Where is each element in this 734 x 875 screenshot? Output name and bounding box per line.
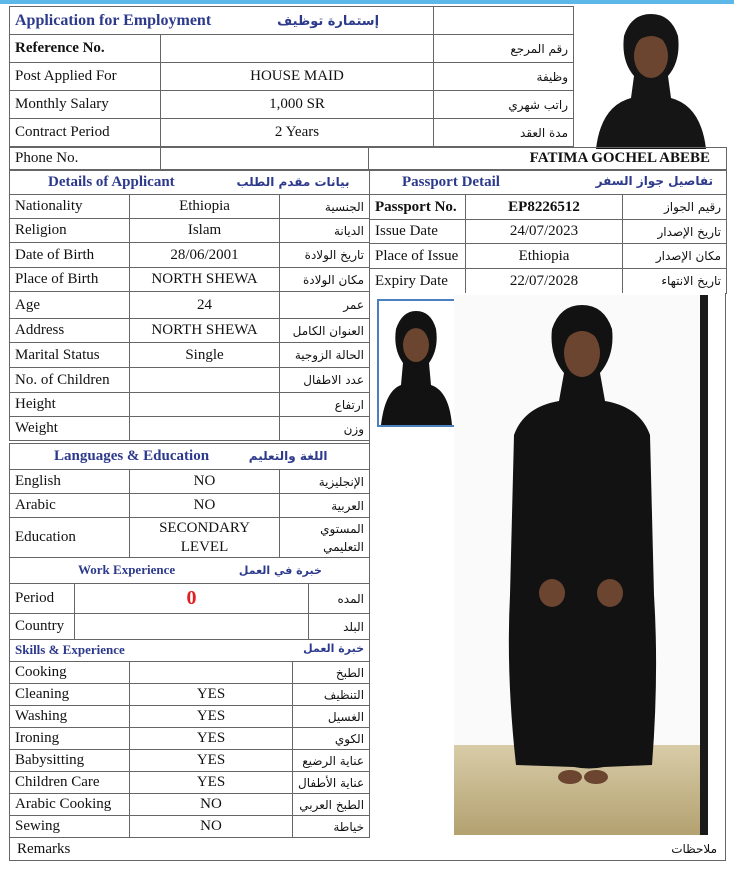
post-label-ar: وظيفة	[434, 63, 574, 91]
skill-label-ar: الطبخ	[293, 662, 370, 684]
applicant-field-label-ar: الديانة	[280, 219, 370, 243]
applicant-field-label: Height	[10, 393, 130, 417]
skill-label-ar: الكوي	[293, 728, 370, 750]
passport-headshot	[377, 299, 456, 427]
education-label: Education	[10, 518, 130, 558]
country-label-ar: البلد	[309, 614, 370, 640]
reference-label-ar: رقم المرجع	[434, 35, 574, 63]
salary-label: Monthly Salary	[10, 91, 161, 119]
full-body-photo	[454, 295, 708, 835]
applicant-field-label: No. of Children	[10, 368, 130, 393]
applicant-field-label-ar: عدد الاطفال	[280, 368, 370, 393]
skill-row	[10, 728, 370, 750]
photo-area	[369, 293, 726, 838]
skill-label: Babysitting	[10, 750, 130, 772]
applicant-field-label: Weight	[10, 417, 130, 441]
skill-label-ar: الطبخ العربي	[293, 794, 370, 816]
passport-row	[370, 269, 727, 294]
skill-label: Ironing	[10, 728, 130, 750]
top-accent-line	[0, 0, 734, 4]
period-label-ar: المده	[309, 584, 370, 614]
skill-row	[10, 772, 370, 794]
languages-table	[9, 443, 370, 558]
passport-row	[370, 244, 727, 269]
applicant-field-value	[130, 368, 280, 393]
reference-label: Reference No.	[10, 35, 161, 63]
skill-value: YES	[130, 684, 293, 706]
form-title-ar: إستمارة توظيف	[277, 13, 380, 29]
arabic-label: Arabic	[10, 494, 130, 518]
applicant-row	[10, 417, 370, 441]
applicant-row	[10, 393, 370, 417]
education-value: SECONDARY LEVEL	[130, 518, 280, 558]
passport-field-label: Place of Issue	[370, 244, 466, 269]
skill-value: NO	[130, 816, 293, 838]
skill-label: Cooking	[10, 662, 130, 684]
passport-row	[370, 195, 727, 220]
applicant-portrait	[576, 6, 726, 149]
applicant-details-table	[9, 170, 370, 441]
reference-value	[161, 35, 434, 63]
skill-label: Cleaning	[10, 684, 130, 706]
passport-field-value: EP8226512	[466, 195, 623, 220]
applicant-field-value	[130, 417, 280, 441]
applicant-field-label: Place of Birth	[10, 268, 130, 292]
skill-value	[130, 662, 293, 684]
applicant-field-label-ar: العنوان الكامل	[280, 319, 370, 343]
applicant-field-value: Single	[130, 343, 280, 368]
applicant-field-value: NORTH SHEWA	[130, 268, 280, 292]
applicant-field-value: Islam	[130, 219, 280, 243]
applicant-field-label: Age	[10, 292, 130, 319]
phone-name-table	[9, 147, 727, 170]
work-section-header: Work Experience خبرة في العمل	[10, 558, 370, 584]
remarks-label: Remarks	[17, 841, 71, 857]
skill-label-ar: عناية الأطفال	[293, 772, 370, 794]
applicant-field-label-ar: مكان الولادة	[280, 268, 370, 292]
applicant-row	[10, 195, 370, 219]
applicant-row	[10, 268, 370, 292]
languages-section-header: Languages & Education اللغة والتعليم	[10, 444, 370, 470]
country-value	[75, 614, 309, 640]
passport-field-value: Ethiopia	[466, 244, 623, 269]
skill-value: YES	[130, 772, 293, 794]
applicant-row	[10, 292, 370, 319]
skill-label-ar: عناية الرضيع	[293, 750, 370, 772]
applicant-section-header: Details of Applicant بيانات مقدم الطلب	[10, 171, 370, 195]
skill-label: Arabic Cooking	[10, 794, 130, 816]
passport-field-label-ar: تاريخ الإصدار	[623, 220, 727, 244]
applicant-row	[10, 368, 370, 393]
applicant-full-name: FATIMA GOCHEL ABEBE	[369, 148, 727, 170]
salary-label-ar: راتب شهري	[434, 91, 574, 119]
passport-field-value: 22/07/2028	[466, 269, 623, 294]
arabic-label-ar: العربية	[280, 494, 370, 518]
applicant-field-label-ar: ارتفاع	[280, 393, 370, 417]
contract-value: 2 Years	[161, 119, 434, 147]
work-experience-table	[9, 557, 370, 640]
applicant-field-label-ar: وزن	[280, 417, 370, 441]
skill-label-ar: التنظيف	[293, 684, 370, 706]
applicant-field-label-ar: عمر	[280, 292, 370, 319]
post-label: Post Applied For	[10, 63, 161, 91]
skill-row	[10, 794, 370, 816]
form-title: Application for Employment إستمارة توظيف	[10, 7, 434, 35]
passport-field-label: Expiry Date	[370, 269, 466, 294]
country-label: Country	[10, 614, 75, 640]
applicant-field-label: Date of Birth	[10, 243, 130, 268]
phone-value	[161, 148, 369, 170]
period-value: 0	[75, 584, 309, 614]
skill-label-ar: خياطة	[293, 816, 370, 838]
skill-label: Children Care	[10, 772, 130, 794]
applicant-field-value	[130, 393, 280, 417]
applicant-field-label-ar: تاريخ الولادة	[280, 243, 370, 268]
arabic-value: NO	[130, 494, 280, 518]
passport-field-label-ar: مكان الإصدار	[623, 244, 727, 269]
skill-value: YES	[130, 750, 293, 772]
applicant-field-label: Marital Status	[10, 343, 130, 368]
passport-field-label: Passport No.	[370, 195, 466, 220]
contract-label: Contract Period	[10, 119, 161, 147]
skill-value: YES	[130, 706, 293, 728]
skills-table	[9, 639, 370, 838]
skill-label: Washing	[10, 706, 130, 728]
passport-field-label-ar: رقيم الجواز	[623, 195, 727, 220]
skill-row	[10, 750, 370, 772]
skill-value: YES	[130, 728, 293, 750]
skill-value: NO	[130, 794, 293, 816]
applicant-field-value: 24	[130, 292, 280, 319]
remarks-label-ar: ملاحظات	[671, 842, 717, 856]
applicant-field-label: Address	[10, 319, 130, 343]
applicant-row	[10, 243, 370, 268]
passport-table	[369, 170, 727, 294]
header-table	[9, 6, 574, 147]
english-value: NO	[130, 470, 280, 494]
contract-label-ar: مدة العقد	[434, 119, 574, 147]
english-label-ar: الإنجليزية	[280, 470, 370, 494]
applicant-field-label-ar: الجنسية	[280, 195, 370, 219]
period-label: Period	[10, 584, 75, 614]
remarks-row	[9, 837, 726, 861]
applicant-field-value: NORTH SHEWA	[130, 319, 280, 343]
applicant-row	[10, 343, 370, 368]
applicant-field-label-ar: الحالة الزوجية	[280, 343, 370, 368]
applicant-row	[10, 319, 370, 343]
skills-section-header: Skills & Experience خبرة العمل	[10, 640, 370, 662]
post-value: HOUSE MAID	[161, 63, 434, 91]
skill-row	[10, 684, 370, 706]
education-label-ar: المستوي التعليمي	[280, 518, 370, 558]
applicant-row	[10, 219, 370, 243]
skill-row	[10, 662, 370, 684]
applicant-field-label: Religion	[10, 219, 130, 243]
skill-row	[10, 816, 370, 838]
phone-label: Phone No.	[10, 148, 161, 170]
passport-field-value: 24/07/2023	[466, 220, 623, 244]
skill-label-ar: الغسيل	[293, 706, 370, 728]
english-label: English	[10, 470, 130, 494]
applicant-field-value: Ethiopia	[130, 195, 280, 219]
skill-label: Sewing	[10, 816, 130, 838]
passport-section-header: Passport Detail تفاصيل جواز السفر	[370, 171, 727, 195]
applicant-field-label: Nationality	[10, 195, 130, 219]
passport-field-label-ar: تاريخ الانتهاء	[623, 269, 727, 294]
applicant-field-value: 28/06/2001	[130, 243, 280, 268]
salary-value: 1,000 SR	[161, 91, 434, 119]
passport-field-label: Issue Date	[370, 220, 466, 244]
passport-row	[370, 220, 727, 244]
skill-row	[10, 706, 370, 728]
